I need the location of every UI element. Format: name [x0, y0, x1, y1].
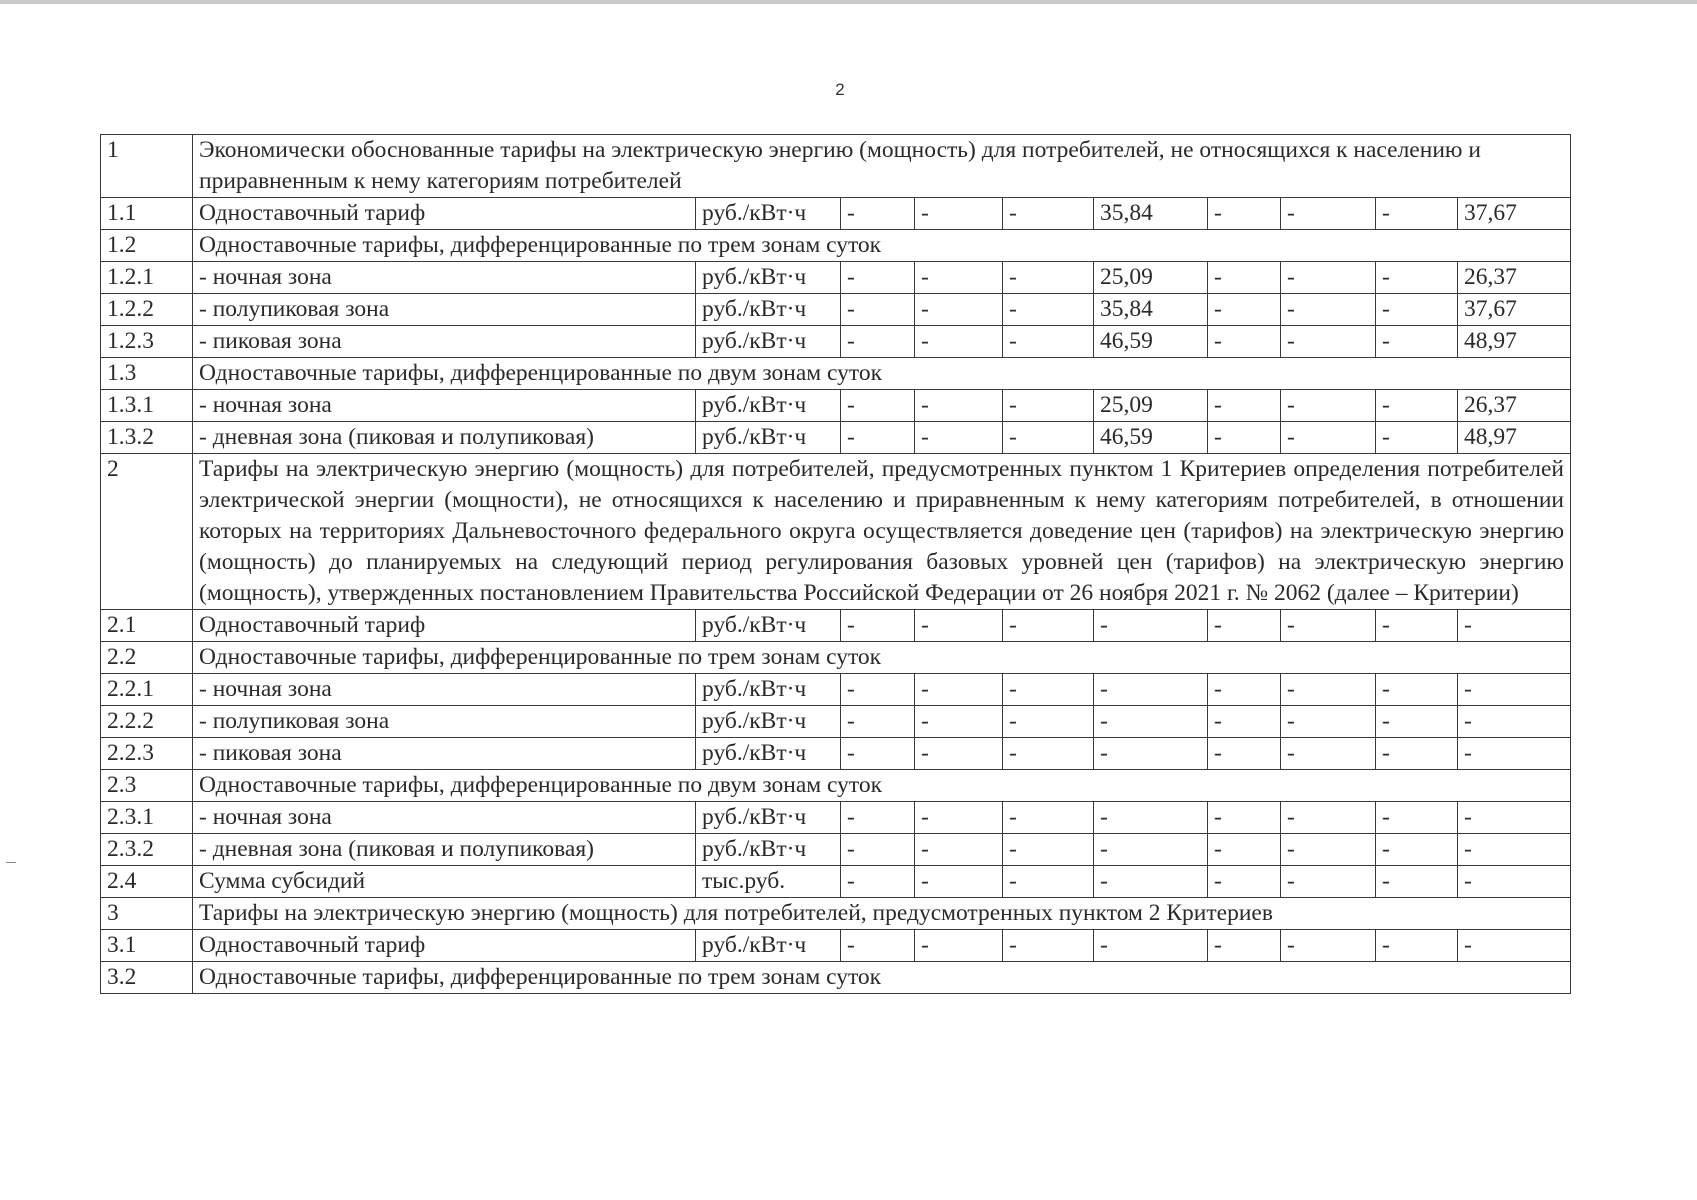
value-cell: -: [1376, 834, 1458, 866]
row-number-cell: 1.1: [101, 198, 193, 230]
value-cell: -: [1208, 834, 1281, 866]
section-row: [101, 358, 1571, 390]
table-row: [101, 802, 1571, 834]
section-row: [101, 230, 1571, 262]
value-cell: -: [1003, 930, 1094, 962]
table-row: [101, 610, 1571, 642]
value-cell: -: [1003, 198, 1094, 230]
value-cell: -: [1281, 674, 1376, 706]
value-cell: -: [1376, 294, 1458, 326]
value-cell: -: [841, 802, 915, 834]
value-cell: -: [1208, 262, 1281, 294]
value-cell: -: [915, 802, 1003, 834]
value-cell: -: [841, 294, 915, 326]
value-cell: -: [1376, 866, 1458, 898]
value-cell: 35,84: [1094, 294, 1208, 326]
value-cell: 46,59: [1094, 326, 1208, 358]
value-cell: -: [1281, 326, 1376, 358]
row-number-cell: 2.3.1: [101, 802, 193, 834]
row-number-cell: 3.1: [101, 930, 193, 962]
table-row: [101, 930, 1571, 962]
section-row: [101, 135, 1571, 198]
value-cell: 35,84: [1094, 198, 1208, 230]
value-cell: -: [1003, 802, 1094, 834]
value-cell: -: [1376, 390, 1458, 422]
unit-cell: руб./кВт·ч: [696, 802, 841, 834]
value-cell: -: [1281, 294, 1376, 326]
section-row: [101, 898, 1571, 930]
row-number-cell: 1.2.1: [101, 262, 193, 294]
row-label-cell: Одноставочный тариф: [193, 198, 696, 230]
unit-cell: руб./кВт·ч: [696, 738, 841, 770]
value-cell: -: [915, 422, 1003, 454]
value-cell: -: [1376, 706, 1458, 738]
table-row: [101, 866, 1571, 898]
row-label-cell: - полупиковая зона: [193, 706, 696, 738]
value-cell: -: [1003, 390, 1094, 422]
value-cell: -: [1376, 262, 1458, 294]
value-cell: 48,97: [1458, 326, 1571, 358]
row-number-cell: 1.2: [101, 230, 193, 262]
table-row: [101, 834, 1571, 866]
row-label-cell: Одноставочный тариф: [193, 930, 696, 962]
value-cell: -: [915, 390, 1003, 422]
value-cell: -: [841, 422, 915, 454]
value-cell: -: [1003, 866, 1094, 898]
value-cell: -: [915, 674, 1003, 706]
unit-cell: руб./кВт·ч: [696, 422, 841, 454]
value-cell: -: [1094, 834, 1208, 866]
value-cell: -: [841, 198, 915, 230]
value-cell: -: [1376, 802, 1458, 834]
value-cell: -: [841, 326, 915, 358]
section-heading-cell: Тарифы на электрическую энергию (мощность) для потребителей, предусмотренных пунктом 2 Критериев: [193, 898, 1571, 930]
unit-cell: руб./кВт·ч: [696, 834, 841, 866]
value-cell: -: [1094, 610, 1208, 642]
value-cell: 37,67: [1458, 294, 1571, 326]
value-cell: -: [1376, 610, 1458, 642]
table-row: [101, 738, 1571, 770]
page-number: 2: [835, 80, 845, 99]
row-number-cell: 2.2.3: [101, 738, 193, 770]
value-cell: 25,09: [1094, 262, 1208, 294]
value-cell: -: [1281, 706, 1376, 738]
value-cell: 26,37: [1458, 262, 1571, 294]
value-cell: -: [1281, 930, 1376, 962]
section-heading-cell: Одноставочные тарифы, дифференцированные по двум зонам суток: [193, 770, 1571, 802]
value-cell: -: [1094, 738, 1208, 770]
row-label-cell: - полупиковая зона: [193, 294, 696, 326]
row-number-cell: 2.3: [101, 770, 193, 802]
tariff-table: [100, 134, 1571, 994]
row-number-cell: 1.2.3: [101, 326, 193, 358]
section-row: [101, 770, 1571, 802]
unit-cell: руб./кВт·ч: [696, 198, 841, 230]
value-cell: -: [1376, 930, 1458, 962]
value-cell: -: [1003, 738, 1094, 770]
value-cell: -: [1003, 294, 1094, 326]
value-cell: -: [1208, 866, 1281, 898]
value-cell: -: [1003, 326, 1094, 358]
table-row: [101, 390, 1571, 422]
value-cell: 48,97: [1458, 422, 1571, 454]
value-cell: 26,37: [1458, 390, 1571, 422]
value-cell: -: [1281, 866, 1376, 898]
value-cell: -: [1376, 674, 1458, 706]
scan-top-edge: [0, 0, 1697, 4]
value-cell: -: [915, 866, 1003, 898]
value-cell: -: [1003, 262, 1094, 294]
value-cell: -: [1281, 198, 1376, 230]
unit-cell: руб./кВт·ч: [696, 930, 841, 962]
table-row: [101, 326, 1571, 358]
value-cell: -: [915, 706, 1003, 738]
value-cell: -: [1208, 326, 1281, 358]
value-cell: -: [915, 610, 1003, 642]
table-row: [101, 198, 1571, 230]
value-cell: -: [1003, 422, 1094, 454]
row-label-cell: Сумма субсидий: [193, 866, 696, 898]
section-heading-cell: Тарифы на электрическую энергию (мощность) для потребителей, предусмотренных пунктом 1 Критериев определения потребителей электрической энергии (мощности), не относящихся к населению и приравненным к нему категориям потребителей, в отношении которых на территориях Дальневосточного федерального округа осуществляется доведение цен (тарифов) на электрическую энергию (мощность) до планируемых на следующий период регулирования базовых уровней цен (тарифов) на электрическую энергию (мощность), утвержденных постановлением Правительства Российской Федерации от 26 ноября 2021 г. № 2062 (далее – Критерии): [193, 454, 1571, 610]
table-row: [101, 674, 1571, 706]
value-cell: -: [1281, 610, 1376, 642]
value-cell: -: [1003, 610, 1094, 642]
row-label-cell: - дневная зона (пиковая и полупиковая): [193, 422, 696, 454]
unit-cell: руб./кВт·ч: [696, 390, 841, 422]
unit-cell: руб./кВт·ч: [696, 706, 841, 738]
value-cell: -: [915, 834, 1003, 866]
value-cell: -: [841, 738, 915, 770]
table-row: [101, 262, 1571, 294]
value-cell: -: [841, 834, 915, 866]
row-label-cell: - ночная зона: [193, 674, 696, 706]
row-label-cell: - ночная зона: [193, 802, 696, 834]
unit-cell: руб./кВт·ч: [696, 610, 841, 642]
unit-cell: руб./кВт·ч: [696, 674, 841, 706]
scan-artifact-mark: [6, 862, 16, 863]
value-cell: -: [1094, 930, 1208, 962]
section-row: [101, 454, 1571, 610]
row-label-cell: Одноставочный тариф: [193, 610, 696, 642]
section-heading-cell: Одноставочные тарифы, дифференцированные по трем зонам суток: [193, 642, 1571, 674]
value-cell: -: [1376, 422, 1458, 454]
row-number-cell: 1.3: [101, 358, 193, 390]
row-number-cell: 2.4: [101, 866, 193, 898]
value-cell: -: [1458, 834, 1571, 866]
row-number-cell: 2.2: [101, 642, 193, 674]
value-cell: -: [1003, 674, 1094, 706]
value-cell: -: [1094, 866, 1208, 898]
section-row: [101, 642, 1571, 674]
value-cell: -: [1208, 706, 1281, 738]
row-label-cell: - дневная зона (пиковая и полупиковая): [193, 834, 696, 866]
value-cell: -: [1281, 390, 1376, 422]
unit-cell: руб./кВт·ч: [696, 262, 841, 294]
value-cell: -: [1208, 738, 1281, 770]
row-number-cell: 3.2: [101, 962, 193, 994]
value-cell: -: [915, 198, 1003, 230]
value-cell: -: [1208, 390, 1281, 422]
row-number-cell: 1.3.2: [101, 422, 193, 454]
value-cell: -: [1208, 294, 1281, 326]
row-number-cell: 2.3.2: [101, 834, 193, 866]
value-cell: -: [1376, 738, 1458, 770]
value-cell: -: [1458, 866, 1571, 898]
value-cell: -: [1094, 706, 1208, 738]
tariff-table-body: [101, 135, 1571, 994]
value-cell: -: [1094, 674, 1208, 706]
table-row: [101, 706, 1571, 738]
value-cell: -: [1094, 802, 1208, 834]
row-label-cell: - пиковая зона: [193, 326, 696, 358]
row-number-cell: 1: [101, 135, 193, 198]
value-cell: -: [1281, 834, 1376, 866]
value-cell: -: [1458, 738, 1571, 770]
row-number-cell: 1.3.1: [101, 390, 193, 422]
unit-cell: руб./кВт·ч: [696, 294, 841, 326]
value-cell: 37,67: [1458, 198, 1571, 230]
value-cell: -: [915, 262, 1003, 294]
row-number-cell: 2.1: [101, 610, 193, 642]
value-cell: -: [841, 930, 915, 962]
value-cell: -: [915, 738, 1003, 770]
value-cell: -: [915, 930, 1003, 962]
value-cell: -: [1208, 802, 1281, 834]
row-number-cell: 2.2.2: [101, 706, 193, 738]
value-cell: -: [1458, 610, 1571, 642]
section-heading-cell: Одноставочные тарифы, дифференцированные по трем зонам суток: [193, 962, 1571, 994]
value-cell: -: [1003, 834, 1094, 866]
value-cell: 25,09: [1094, 390, 1208, 422]
value-cell: -: [1208, 610, 1281, 642]
row-number-cell: 2.2.1: [101, 674, 193, 706]
section-heading-cell: Одноставочные тарифы, дифференцированные по двум зонам суток: [193, 358, 1571, 390]
row-number-cell: 3: [101, 898, 193, 930]
value-cell: 46,59: [1094, 422, 1208, 454]
value-cell: -: [1376, 326, 1458, 358]
value-cell: -: [1281, 262, 1376, 294]
table-row: [101, 422, 1571, 454]
value-cell: -: [841, 706, 915, 738]
value-cell: -: [1208, 930, 1281, 962]
section-row: [101, 962, 1571, 994]
unit-cell: тыс.руб.: [696, 866, 841, 898]
value-cell: -: [1208, 198, 1281, 230]
row-number-cell: 1.2.2: [101, 294, 193, 326]
value-cell: -: [1458, 706, 1571, 738]
value-cell: -: [1281, 738, 1376, 770]
value-cell: -: [1281, 422, 1376, 454]
value-cell: -: [1208, 422, 1281, 454]
value-cell: -: [1376, 198, 1458, 230]
section-heading-cell: Экономически обоснованные тарифы на электрическую энергию (мощность) для потребителей, не относящихся к населению и приравненным к нему категориям потребителей: [193, 135, 1571, 198]
value-cell: -: [841, 674, 915, 706]
row-label-cell: - ночная зона: [193, 390, 696, 422]
value-cell: -: [841, 390, 915, 422]
table-row: [101, 294, 1571, 326]
value-cell: -: [1458, 674, 1571, 706]
value-cell: -: [915, 294, 1003, 326]
unit-cell: руб./кВт·ч: [696, 326, 841, 358]
value-cell: -: [1281, 802, 1376, 834]
section-heading-cell: Одноставочные тарифы, дифференцированные по трем зонам суток: [193, 230, 1571, 262]
value-cell: -: [915, 326, 1003, 358]
row-number-cell: 2: [101, 454, 193, 610]
value-cell: -: [841, 262, 915, 294]
row-label-cell: - пиковая зона: [193, 738, 696, 770]
value-cell: -: [841, 866, 915, 898]
value-cell: -: [1003, 706, 1094, 738]
value-cell: -: [1208, 674, 1281, 706]
row-label-cell: - ночная зона: [193, 262, 696, 294]
value-cell: -: [1458, 802, 1571, 834]
value-cell: -: [841, 610, 915, 642]
value-cell: -: [1458, 930, 1571, 962]
